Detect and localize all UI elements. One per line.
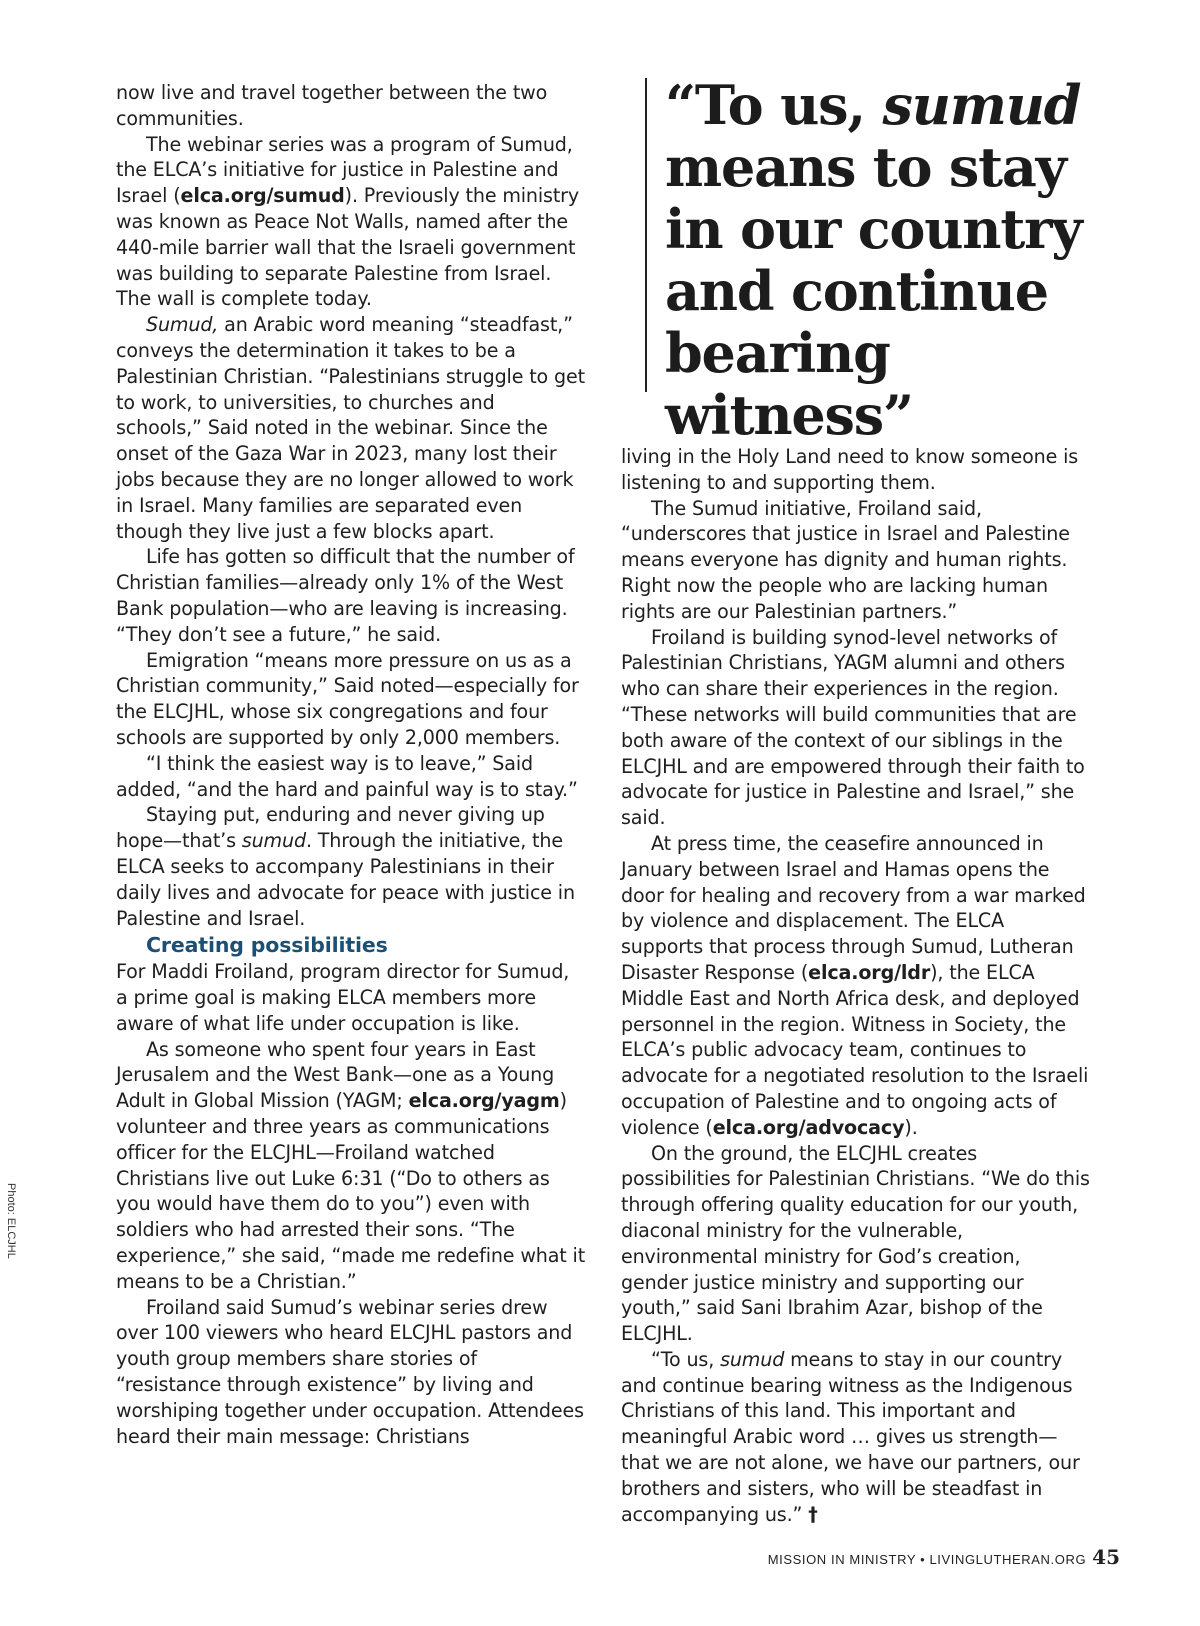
pull-quote-emphasis: sumud (882, 73, 1081, 137)
paragraph: Emigration “means more pressure on us as a Christian community,” Said noted—especially for the ELCJHL, whose six congregations and four schools are supported by only 2,000 members. (116, 648, 579, 749)
page-number: 45 (1092, 1545, 1120, 1569)
left-column (116, 80, 586, 1449)
footer-section: MISSION IN MINISTRY • LIVINGLUTHERAN.ORG (767, 1552, 1087, 1567)
link-advocacy[interactable]: elca.org/advocacy (712, 1115, 905, 1139)
paragraph: living in the Holy Land need to know someone is listening to and supporting them. (621, 445, 1079, 494)
paragraph: now live and travel together between the two communities. (116, 81, 548, 130)
section-subhead: Creating possibilities (146, 933, 388, 958)
paragraph (116, 132, 586, 313)
paragraph: Life has gotten so difficult that the number of Christian families—already only 1% of the West Bank population—who are leaving is increasing. “They don’t see a future,” he said. (116, 545, 575, 646)
text: The webinar series was a program of Sumud, the ELCA’s initiative for justice in Palestine and Israel ( (116, 132, 573, 208)
text: ). Previously the ministry was known as Peace Not Walls, named after the 440-mile barrier wall that the Israeli government was building to separate Palestine from Israel. The wall is complete today. (116, 184, 580, 311)
text: ). (904, 1115, 918, 1139)
link-ldr[interactable]: elca.org/ldr (808, 960, 931, 984)
paragraph (116, 1037, 586, 1295)
page-footer (730, 1545, 1120, 1569)
text: an Arabic word meaning “steadfast,” conveys the determination it takes to be a Palestinian Christian. “Palestinians struggle to get to work, to universities, to churches and schools,” Said noted in the webinar. Since the onset of the Gaza War in 2023, many lost their jobs because they are no longer allowed to work in Israel. Many families are separated even though they live just a few blocks apart. (116, 313, 585, 543)
pull-quote-rest: means to stay in our country and continue bearing witness” (665, 135, 1082, 447)
text: ), the ELCA Middle East and North Africa desk, and deployed personnel in the region. Witness in Society, the ELCA’s public advocacy team, continues to advocate for a negotiated resolution to the Israeli occupation of Palestine and to ongoing acts of violence ( (621, 960, 1089, 1139)
text: ) volunteer and three years as communications officer for the ELCJHL—Froiland watched Christians live out Luke 6:31 (“Do to others as you would have them do to you”) even with soldiers who had arrested their sons. “The experience,” she said, “made me redefine what it means to be a Christian.” (116, 1089, 586, 1293)
text: At press time, the ceasefire announced in January between Israel and Hamas opens the door for healing and recovery from a war marked by violence and displacement. The ELCA supports that process through Sumud, Lutheran Disaster Response ( (621, 831, 1086, 984)
pull-quote-open: “To us, (665, 73, 883, 137)
photo-credit: Photo: ELCJHL (5, 1183, 17, 1259)
pull-quote-rule (645, 78, 647, 392)
pull-quote (665, 74, 1115, 446)
paragraph: The Sumud initiative, Froiland said, “underscores that justice in Israel and Palestine means everyone has dignity and human rights. Right now the people who are lacking human rights are our Palestinian partners.” (621, 496, 1070, 623)
paragraph: Froiland said Sumud’s webinar series drew over 100 viewers who heard ELCJHL pastors and youth group members share stories of “resistance through existence” by living and worshiping together under occupation. Attendees heard their main message: Christians (116, 1295, 584, 1448)
paragraph (621, 1347, 1091, 1528)
text: . Through the initiative, the ELCA seeks to accompany Palestinians in their daily lives and advocate for peace with justice in Palestine and Israel. (116, 829, 575, 930)
paragraph: Froiland is building synod-level networks of Palestinian Christians, YAGM alumni and others who can share their experiences in the region. “These networks will build communities that are both aware of the context of our siblings in the ELCJHL and are empowered through their faith to advocate for justice in Palestine and Israel,” she said. (621, 625, 1085, 830)
paragraph: On the ground, the ELCJHL creates possibilities for Palestinian Christians. “We do this through offering quality education for our youth, diaconal ministry for the vulnerable, environmental ministry for God’s creation, gender justice ministry and supporting our youth,” said Sani Ibrahim Azar, bishop of the ELCJHL. (621, 1141, 1090, 1346)
emphasis: sumud (720, 1347, 785, 1371)
paragraph (116, 802, 586, 931)
paragraph: “I think the easiest way is to leave,” Said added, “and the hard and painful way is to stay.” (116, 751, 578, 801)
link-sumud[interactable]: elca.org/sumud (180, 184, 345, 208)
text: As someone who spent four years in East Jerusalem and the West Bank—one as a Young Adult in Global Mission (YAGM; (116, 1037, 555, 1113)
text: “To us, (651, 1347, 721, 1371)
photo-credit-wrap (5, 583, 26, 1259)
right-column (621, 444, 1091, 1527)
paragraph (621, 831, 1091, 1141)
text: means to stay in our country and continue bearing witness as the Indigenous Christians of this land. This important and meaningful Arabic word … gives us strength—that we are not alone, we have our partners, our brothers and sisters, who will be steadfast in accompanying us.” (621, 1347, 1080, 1526)
emphasis: sumud (241, 829, 306, 853)
text: Staying put, enduring and never giving up hope—that’s (116, 803, 545, 853)
paragraph: For Maddi Froiland, program director for Sumud, a prime goal is making ELCA members more aware of what life under occupation is like. (116, 960, 570, 1035)
emphasis: Sumud, (146, 313, 219, 337)
link-yagm[interactable]: elca.org/yagm (408, 1089, 560, 1113)
end-mark-cross-icon: † (808, 1502, 818, 1526)
paragraph (116, 312, 586, 544)
